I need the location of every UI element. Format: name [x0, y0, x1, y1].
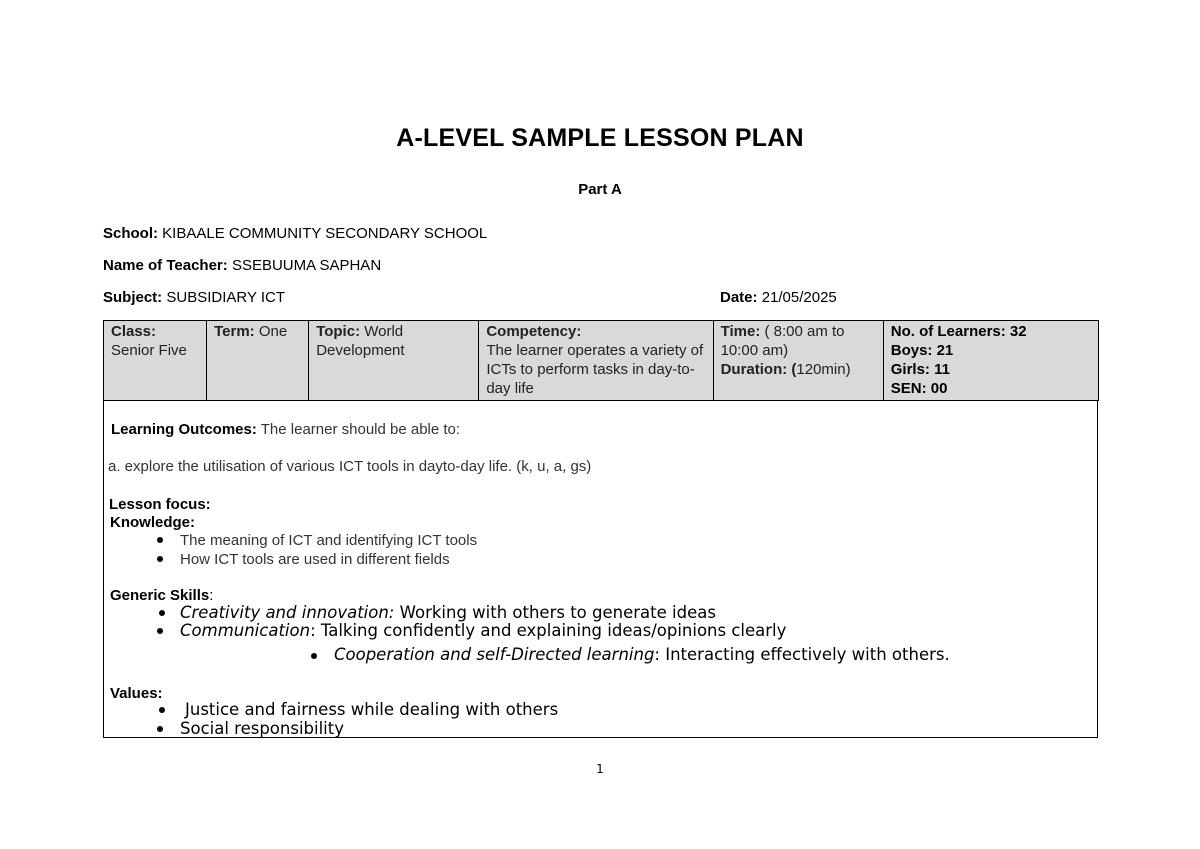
topic-value: World Development — [316, 323, 405, 359]
lesson-header-table — [103, 320, 1099, 401]
page-number: 1 — [596, 762, 604, 776]
bullet-icon — [157, 537, 163, 543]
teacher-line — [103, 257, 381, 274]
generic-skills-heading — [110, 587, 213, 604]
time-value: ( 8:00 am to 10:00 am) — [720, 323, 845, 359]
subject-value: SUBSIDIARY ICT — [166, 289, 286, 306]
school-value: KIBAALE COMMUNITY SECONDARY SCHOOL — [162, 225, 488, 242]
time-label: Time: — [720, 323, 761, 340]
time-cell — [713, 321, 883, 401]
generic-skills-label: Generic Skills — [110, 587, 210, 604]
bullet-icon — [311, 653, 317, 659]
generic-skill-name: Communication — [180, 621, 311, 640]
term-label: Term: — [214, 323, 255, 340]
knowledge-item: The meaning of ICT and identifying ICT tools — [180, 532, 478, 549]
competency-label: Competency: — [486, 323, 582, 340]
lesson-focus-label: Lesson focus: — [109, 496, 211, 513]
learners-cell — [883, 321, 1098, 401]
topic-cell — [309, 321, 479, 401]
generic-skill-name: Creativity and innovation: — [180, 603, 395, 622]
school-line — [103, 225, 487, 242]
generic-skill-desc: : Interacting effectively with others. — [654, 645, 950, 664]
competency-value: The learner operates a variety of ICTs to perform tasks in day-to-day life — [486, 342, 704, 397]
values-label: Values: — [110, 685, 163, 702]
learning-outcomes-label: Learning Outcomes: — [111, 421, 257, 438]
school-label: School: — [103, 225, 158, 242]
generic-skill-name: Cooperation and self-Directed learning — [334, 645, 655, 664]
lesson-details-box — [103, 401, 1098, 738]
duration-value: 120min) — [796, 361, 851, 378]
subject-label: Subject: — [103, 289, 163, 306]
bullet-icon — [157, 726, 163, 732]
teacher-value: SSEBUUMA SAPHAN — [231, 257, 382, 274]
learners-count: No. of Learners: 32 — [890, 323, 1027, 340]
teacher-label: Name of Teacher: — [103, 257, 228, 274]
generic-skills-colon: : — [209, 587, 214, 604]
learning-outcomes-text: The learner should be able to: — [260, 421, 461, 438]
term-cell — [207, 321, 309, 401]
knowledge-item: How ICT tools are used in different fields — [180, 551, 450, 568]
generic-skill-item — [180, 621, 786, 640]
boys-count: Boys: 21 — [890, 342, 954, 359]
part-heading: Part A — [578, 181, 622, 198]
bullet-icon — [159, 610, 165, 616]
bullet-icon — [159, 707, 165, 713]
date-line — [720, 289, 837, 306]
girls-count: Girls: 11 — [890, 361, 950, 378]
bullet-icon — [157, 628, 163, 634]
generic-skill-desc: Working with others to generate ideas — [394, 603, 716, 622]
date-label: Date: — [720, 289, 758, 306]
knowledge-label: Knowledge: — [110, 514, 195, 531]
term-value: One — [258, 323, 288, 340]
competency-cell — [479, 321, 713, 401]
value-item: Social responsibility — [180, 719, 345, 738]
class-cell — [104, 321, 207, 401]
learning-outcome-a: a. explore the utilisation of various ICT tools in dayto-day life. (k, u, a, gs) — [108, 458, 592, 475]
date-value: 21/05/2025 — [761, 289, 837, 306]
generic-skill-item — [180, 603, 716, 622]
generic-skill-desc: : Talking confidently and explaining ideas/opinions clearly — [310, 621, 787, 640]
duration-label: Duration: ( — [720, 361, 797, 378]
topic-label: Topic: — [316, 323, 361, 340]
value-item: Justice and fairness while dealing with others — [185, 700, 559, 719]
subject-line — [103, 289, 285, 306]
learning-outcomes-line — [111, 421, 460, 438]
class-label: Class: — [111, 323, 157, 340]
document-title: A-LEVEL SAMPLE LESSON PLAN — [396, 124, 804, 152]
generic-skill-item — [334, 645, 950, 664]
class-value: Senior Five — [111, 342, 187, 359]
sen-count: SEN: 00 — [890, 380, 948, 397]
bullet-icon — [157, 556, 163, 562]
